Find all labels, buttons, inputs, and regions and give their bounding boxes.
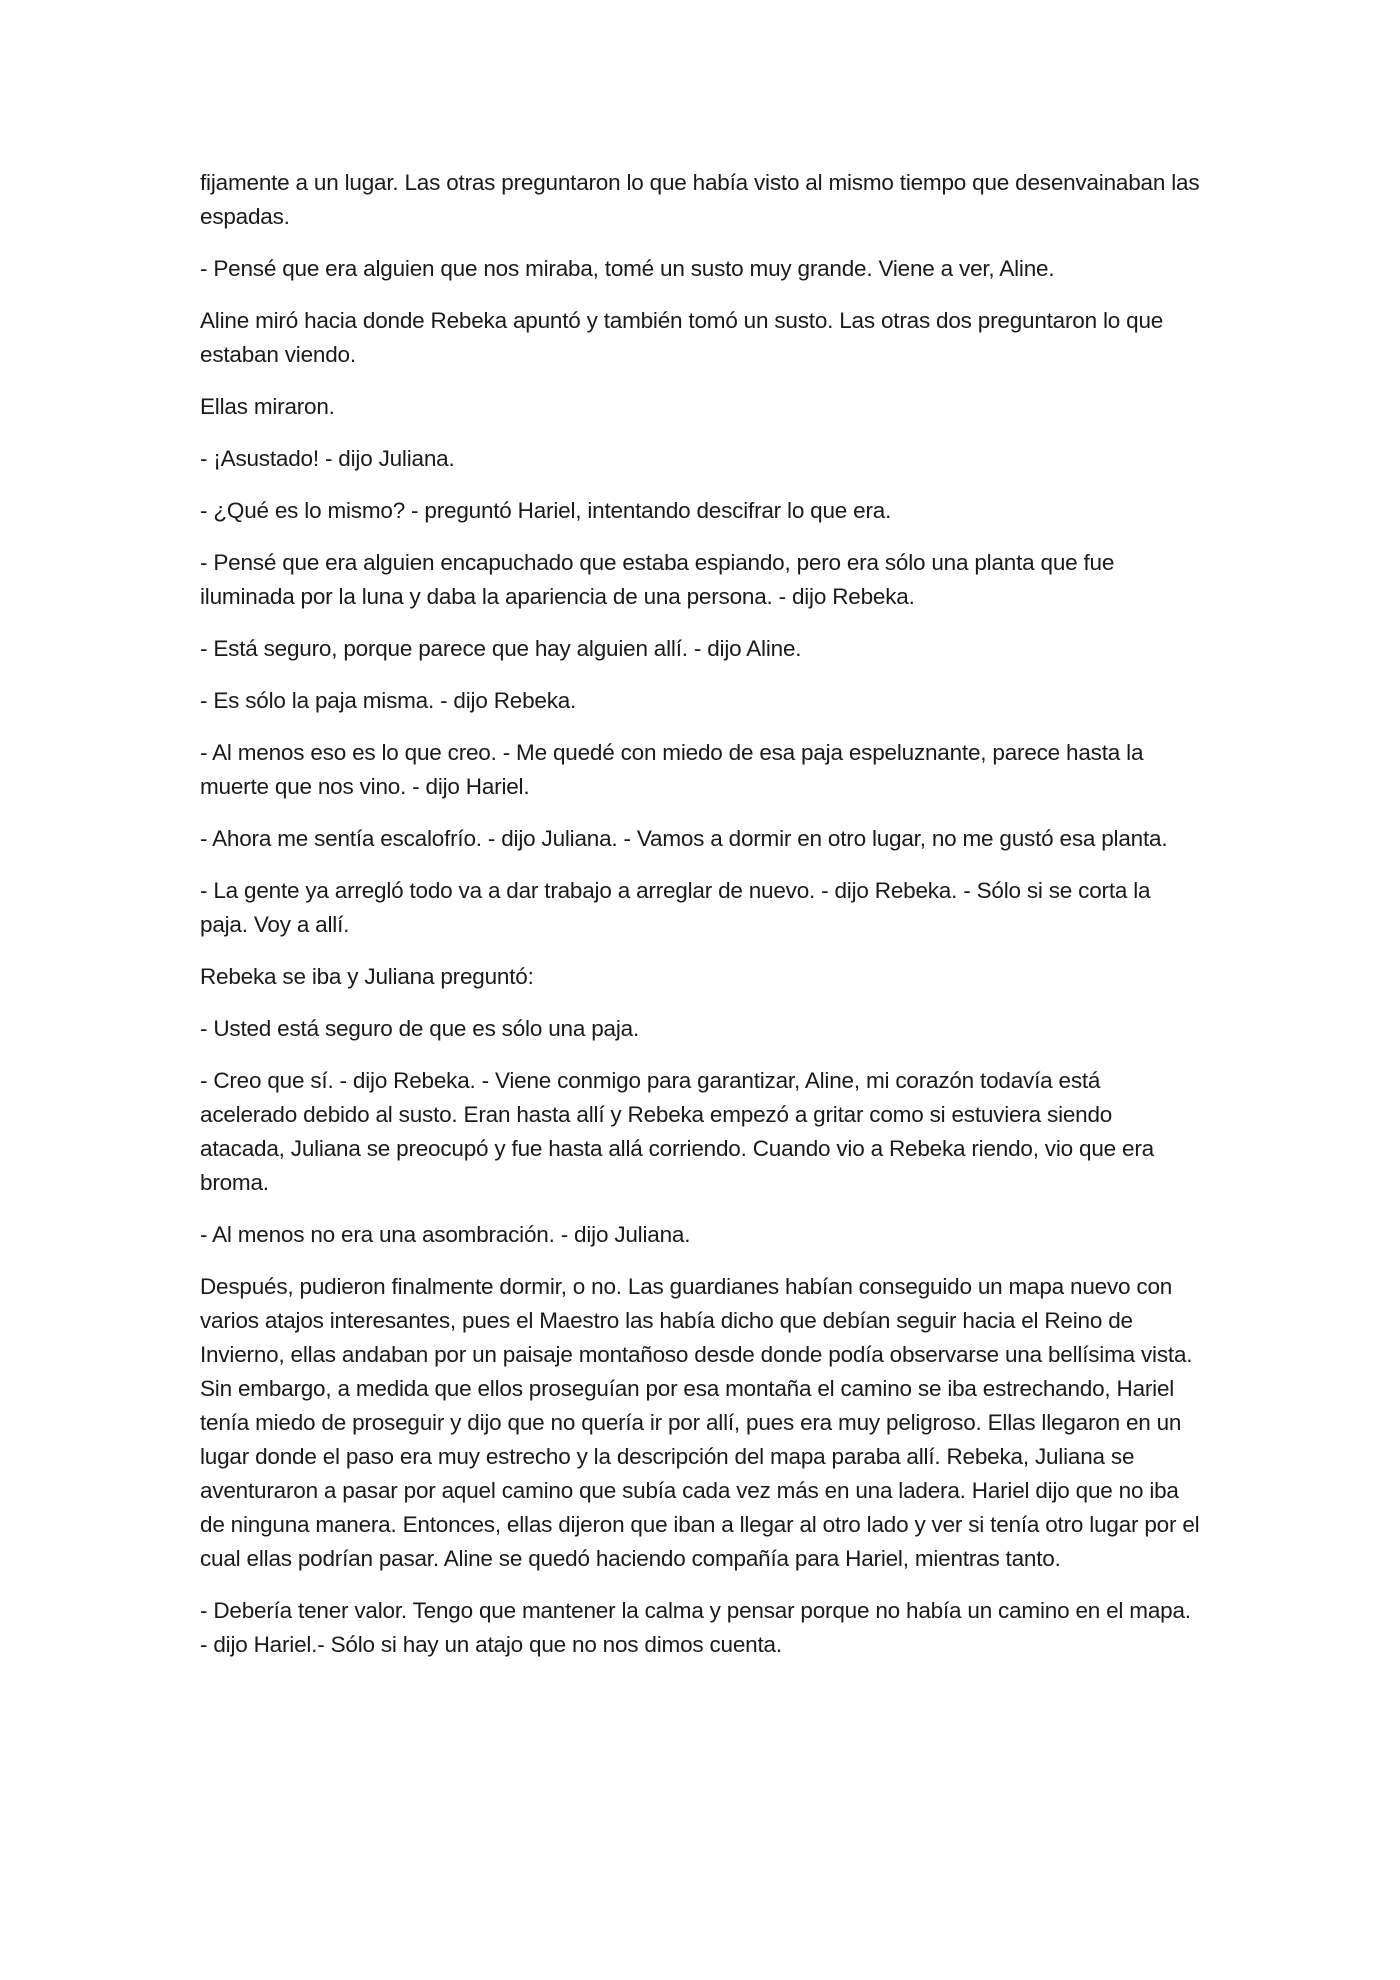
paragraph: - Debería tener valor. Tengo que mantener la calma y pensar porque no había un camino en el mapa. - dijo Hariel.- Sólo si hay un atajo que no nos dimos cuenta. [200,1598,1191,1657]
paragraph: Aline miró hacia donde Rebeka apuntó y también tomó un susto. Las otras dos preguntaron lo que estaban viendo. [200,308,1164,367]
paragraph: - Ahora me sentía escalofrío. - dijo Juliana. - Vamos a dormir en otro lugar, no me gustó esa planta. [200,826,1168,851]
paragraph: - Creo que sí. - dijo Rebeka. - Viene conmigo para garantizar, Aline, mi corazón todavía está acelerado debido al susto. Eran hasta allí y Rebeka empezó a gritar como si estuviera siendo atacada, Juliana se preocupó y fue hasta allá corriendo. Cuando vio a Rebeka riendo, vio que era broma. [200,1068,1154,1195]
paragraph: - Es sólo la paja misma. - dijo Rebeka. [200,688,577,713]
paragraph: Rebeka se iba y Juliana preguntó: [200,964,534,989]
paragraph: Después, pudieron finalmente dormir, o no. Las guardianes habían conseguido un mapa nuevo con varios atajos interesantes, pues el Maestro las había dicho que debían seguir hacia el Reino de Invierno, ellas andaban por un paisaje montañoso desde donde podía observarse una bellísima vista. Sin embargo, a medida que ellos proseguían por esa montaña el camino se iba estrechando, Hariel tenía miedo de proseguir y dijo que no quería ir por allí, pues era muy peligroso. Ellas llegaron en un lugar donde el paso era muy estrecho y la descripción del mapa paraba allí. Rebeka, Juliana se aventuraron a pasar por aquel camino que subía cada vez más en una ladera. Hariel dijo que no iba de ninguna manera. Entonces, ellas dijeron que iban a llegar al otro lado y ver si tenía otro lugar por el cual ellas podrían pasar. Aline se quedó haciendo compañía para Hariel, mientras tanto. [200,1274,1200,1571]
paragraph: - La gente ya arregló todo va a dar trabajo a arreglar de nuevo. - dijo Rebeka. - Sólo si se corta la paja. Voy a allí. [200,878,1151,937]
paragraph: - Pensé que era alguien que nos miraba, tomé un susto muy grande. Viene a ver, Aline. [200,256,1055,281]
paragraph: - Al menos eso es lo que creo. - Me quedé con miedo de esa paja espeluznante, parece hasta la muerte que nos vino. - dijo Hariel. [200,740,1144,799]
paragraph: - Pensé que era alguien encapuchado que estaba espiando, pero era sólo una planta que fue iluminada por la luna y daba la apariencia de una persona. - dijo Rebeka. [200,550,1115,609]
paragraph: Ellas miraron. [200,394,335,419]
document-page [200,166,1200,1680]
paragraph: - Usted está seguro de que es sólo una paja. [200,1016,639,1041]
paragraph: - ¡Asustado! - dijo Juliana. [200,446,455,471]
paragraph: - ¿Qué es lo mismo? - preguntó Hariel, intentando descifrar lo que era. [200,498,892,523]
paragraph: fijamente a un lugar. Las otras preguntaron lo que había visto al mismo tiempo que desenvainaban las espadas. [200,170,1200,229]
paragraph: - Al menos no era una asombración. - dijo Juliana. [200,1222,691,1247]
paragraph: - Está seguro, porque parece que hay alguien allí. - dijo Aline. [200,636,802,661]
